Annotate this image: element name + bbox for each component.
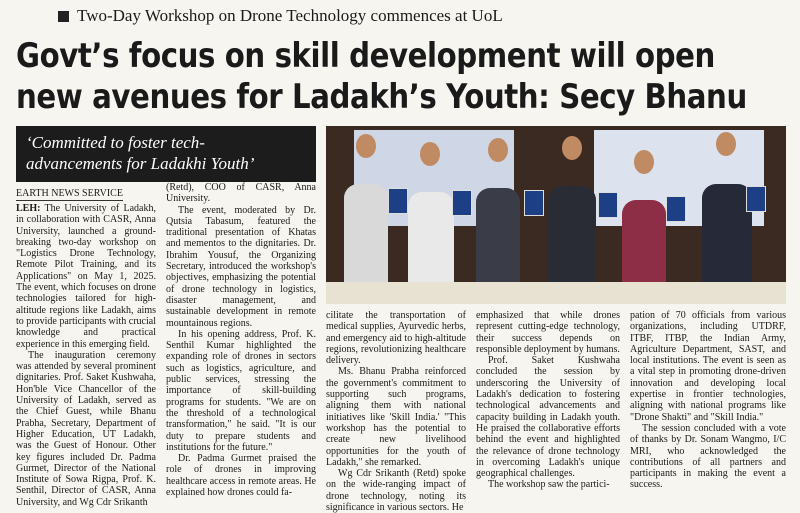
byline: EARTH NEWS SERVICE — [16, 188, 123, 199]
kicker — [58, 6, 503, 26]
paragraph: Wg Cdr Srikanth (Retd) spoke on the wide-ranging impact of drone technology, noting its significance in various sectors. He — [326, 468, 466, 513]
pull-quote — [16, 126, 316, 182]
headline-line-1: Govt’s focus on skill development will open — [16, 36, 715, 76]
pull-quote-line-1: ‘Committed to foster tech- — [26, 133, 205, 152]
paragraph: emphasized that while drones represent cutting-edge technology, their success depends on responsible deployment by humans. — [476, 310, 620, 355]
kicker-text: Two-Day Workshop on Drone Technology commences at UoL — [77, 6, 503, 25]
article-column-5 — [630, 310, 786, 491]
paragraph: Ms. Bhanu Prabha reinforced the government's commitment to supporting such programs, aligning them with national initiatives like 'Skill India.' "This workshop has the potential to create new livelihood opportunities for the youth of Ladakh," she remarked. — [326, 366, 466, 468]
bullet-square-icon — [58, 11, 69, 22]
event-photo — [326, 126, 786, 304]
stage-table — [326, 282, 786, 304]
paragraph: The inauguration ceremony was attended by several prominent dignitaries. Prof. Saket Kushwaha, Hon'ble Vice Chancellor of the University of Ladakh, served as the Chief Guest, while Bhanu Prabha, Secretary, Department of Higher Education, UT Ladakh, was the Guest of Honour. Other key figures included Dr. Padma Gurmet, Director of the National Institute of Sowa Rigpa, Prof. K. Senthil, Director of CASR, Anna University, and Wg Cdr Srikanth — [16, 349, 156, 508]
article-column-4 — [476, 310, 620, 491]
article-column-1 — [16, 203, 156, 508]
paragraph: Dr. Padma Gurmet praised the role of drones in improving healthcare access in remote areas. He explained how drones could fa- — [166, 453, 316, 499]
paragraph: The University of Ladakh, in collaboration with CASR, Anna University, launched a ground-breaking two-day workshop on "Logistics Drone Technology, Remote Pilot Training, and its Applications" on May 1, 2025. The event, which focuses on drone technologies tailored for high-altitude regions like Ladakh, aims to provide participants with crucial knowledge and practical experience in this emerging field. — [16, 203, 156, 350]
paragraph: Prof. Saket Kushwaha concluded the session by underscoring the University of Ladakh's dedication to fostering technological advancements and capacity building in Ladakh youth. He praised the collaborative efforts behind the event and highlighted the relevance of drone technology in overcoming Ladakh's unique geographical challenges. — [476, 355, 620, 480]
pull-quote-line-2: advancements for Ladakhi Youth’ — [26, 154, 255, 173]
article-column-3 — [326, 310, 466, 513]
paragraph: The event, moderated by Dr. Qutsia Tabasum, featured the traditional presentation of Khatas and mementos to the dignitaries. Dr. Ibrahim Yousuf, the Organizing Secretary, introduced the workshop's objectives, emphasizing the potential of drone technology in logistics, disaster management, and sustainable development in remote mountainous regions. — [166, 204, 316, 329]
paragraph: The session concluded with a vote of thanks by Dr. Sonam Wangmo, I/C MRI, who acknowledged the contributions of all partners and participants in making the event a success. — [630, 422, 786, 491]
paragraph: pation of 70 officials from various organizations, including UTDRF, ITBF, ITBP, the Indian Army, Agriculture Department, SAST, and local institutions. The event is seen as a vital step in promoting drone-driven innovation and developing local expertise in frontier technologies, aligning with national programs like "Drone Shakti" and "Skill India." — [630, 310, 786, 423]
paragraph: The workshop saw the partici- — [488, 479, 610, 491]
paragraph: (Retd), COO of CASR, Anna University. — [166, 182, 316, 205]
headline-line-2: new avenues for Ladakh’s Youth: Secy Bhanu — [16, 77, 747, 117]
article-column-2 — [166, 182, 316, 498]
paragraph: In his opening address, Prof. K. Senthil Kumar highlighted the expanding role of drones in sectors such as logistics, agriculture, and public services, stressing the importance of skill-building programs for students. "We are on the threshold of a technological transformation," he said. "It is our duty to prepare students and institutions for the future." — [166, 328, 316, 453]
dateline: LEH: — [16, 203, 41, 214]
paragraph: cilitate the transportation of medical supplies, Ayurvedic herbs, and emergency aid to high-altitude regions, revolutionizing healthcare delivery. — [326, 310, 466, 367]
